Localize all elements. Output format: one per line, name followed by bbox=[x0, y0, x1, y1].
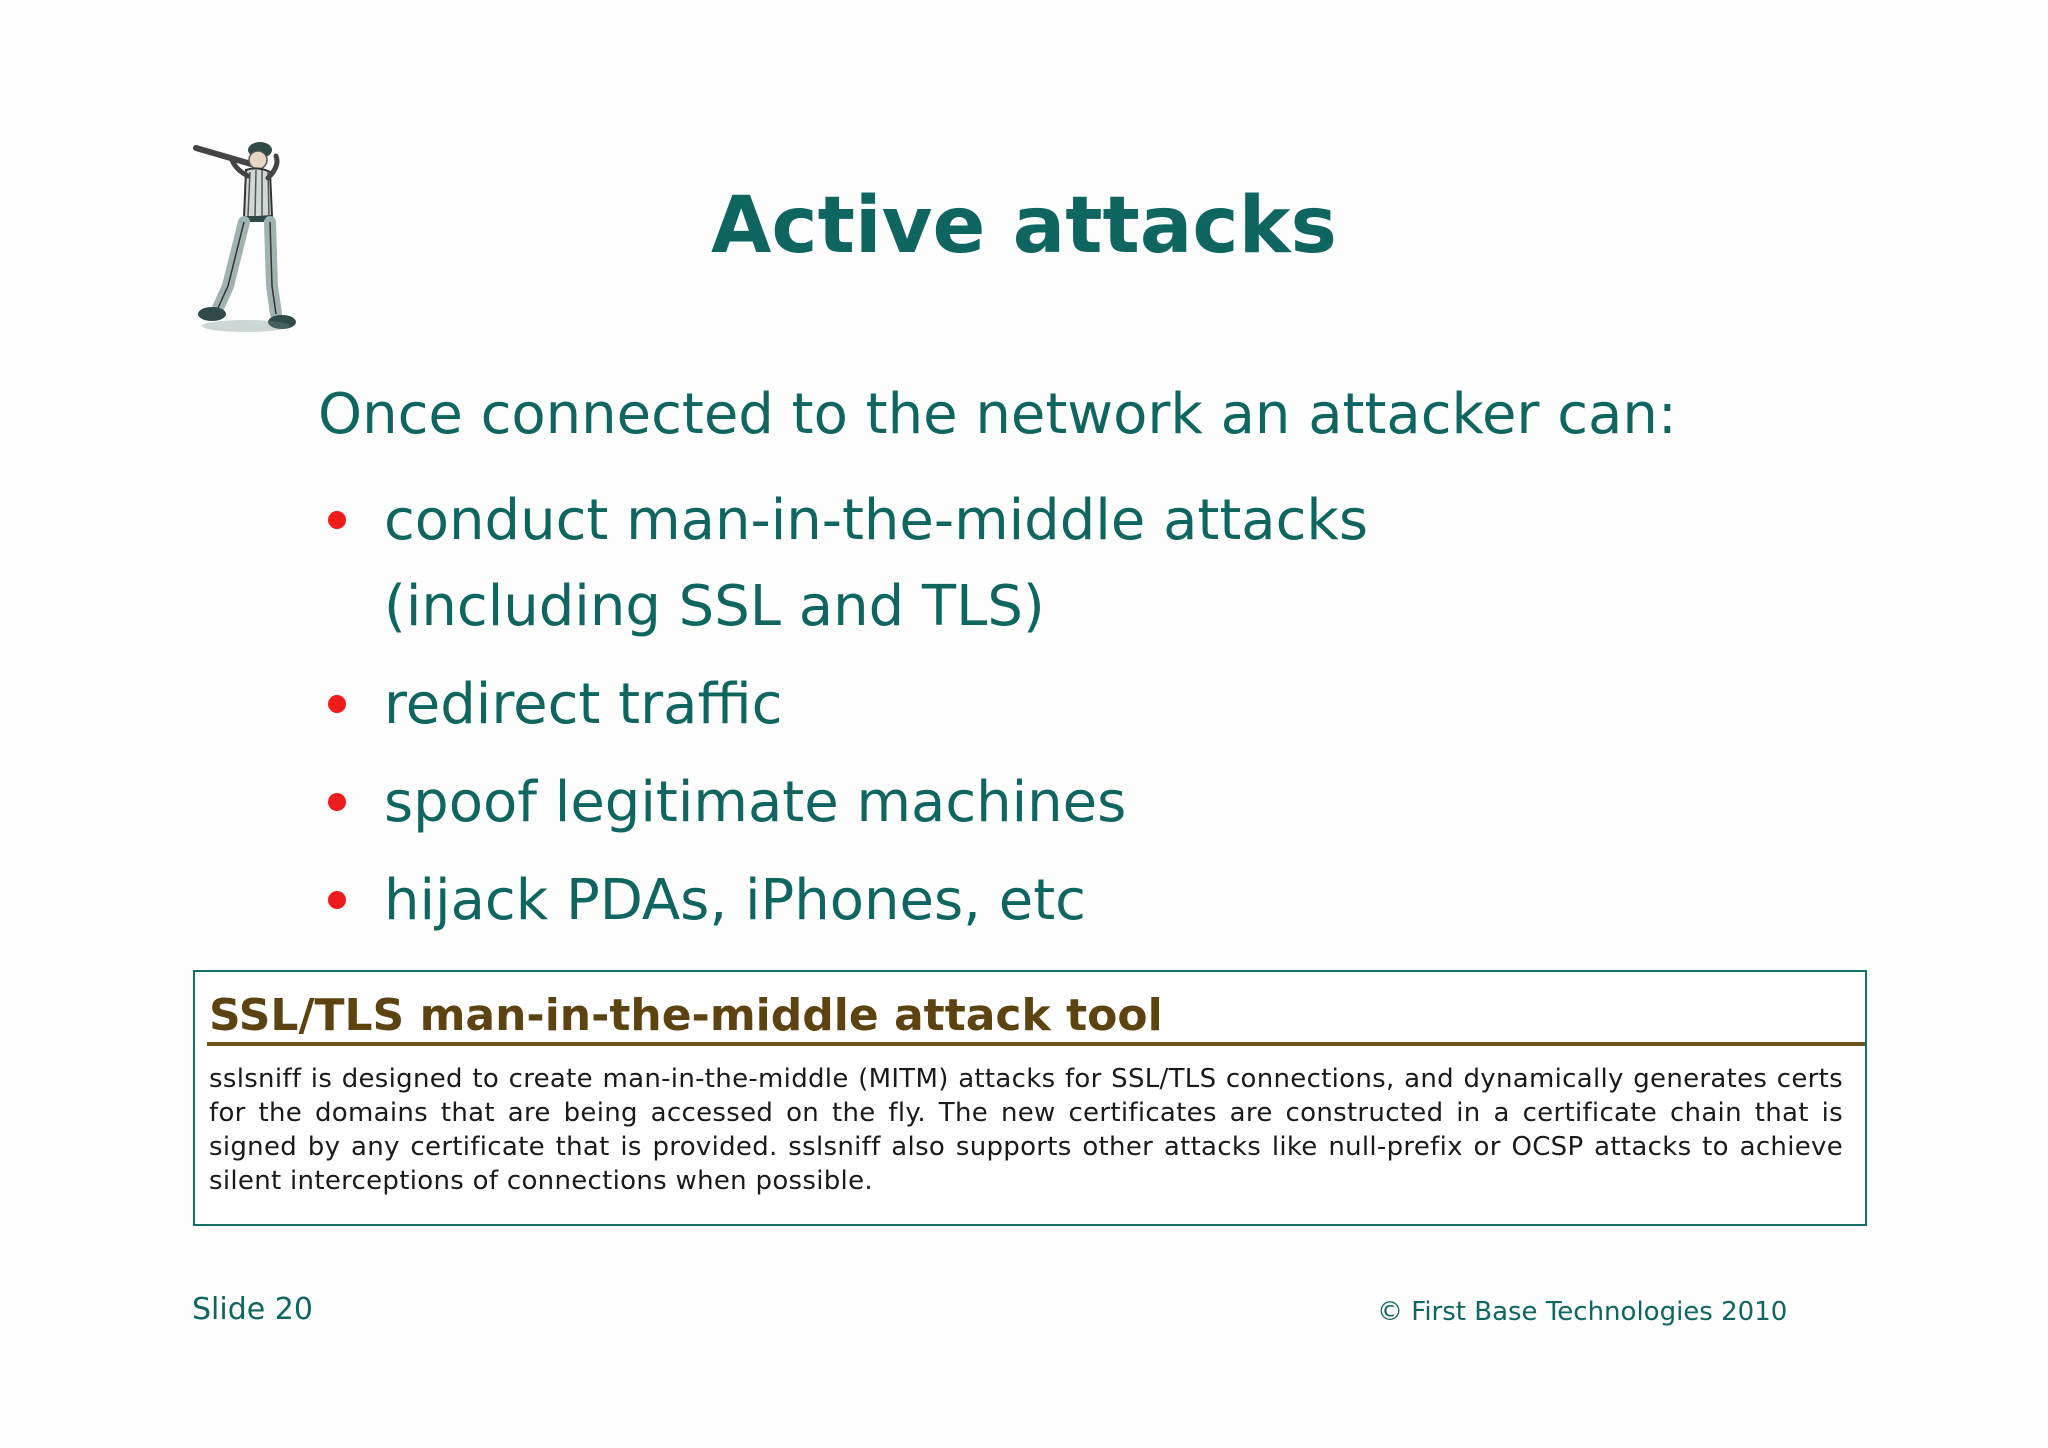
bullet-text: spoof legitimate machines bbox=[384, 770, 1127, 835]
bullet-icon bbox=[328, 793, 346, 811]
list-item bbox=[318, 478, 1368, 650]
slide-title-text: Active attacks bbox=[711, 181, 1337, 271]
list-item bbox=[318, 662, 1368, 748]
bullet-text: redirect traffic bbox=[384, 672, 783, 737]
bullet-icon bbox=[328, 891, 346, 909]
box-text: sslsniff is designed to create man-in-the-middle (MITM) attacks for SSL/TLS connections, and dynamically generates certs for the domains that are being accessed on the fly. The new certificates are constructed in a certificate chain that is signed by any certificate that is provided. sslsniff also supports other attacks like null-prefix or OCSP attacks to achieve silent interceptions of connections when possible. bbox=[209, 1064, 1843, 1196]
bullet-list bbox=[318, 478, 1368, 956]
intro-text: Once connected to the network an attacker can: bbox=[318, 382, 1677, 447]
box-divider bbox=[207, 1042, 1865, 1046]
copyright: © First Base Technologies 2010 bbox=[1377, 1297, 1788, 1327]
slide-title bbox=[0, 178, 2048, 274]
bullet-text: hijack PDAs, iPhones, etc bbox=[384, 868, 1086, 933]
bullet-icon bbox=[328, 511, 346, 529]
list-item bbox=[318, 858, 1368, 944]
bullet-text: conduct man-in-the-middle attacks bbox=[384, 488, 1369, 553]
bullet-text-continued: (including SSL and TLS) bbox=[384, 574, 1045, 639]
box-heading: SSL/TLS man-in-the-middle attack tool bbox=[209, 990, 1163, 1041]
slide-number: Slide 20 bbox=[192, 1292, 313, 1327]
bullet-icon bbox=[328, 695, 346, 713]
quote-box bbox=[193, 970, 1867, 1226]
list-item bbox=[318, 760, 1368, 846]
